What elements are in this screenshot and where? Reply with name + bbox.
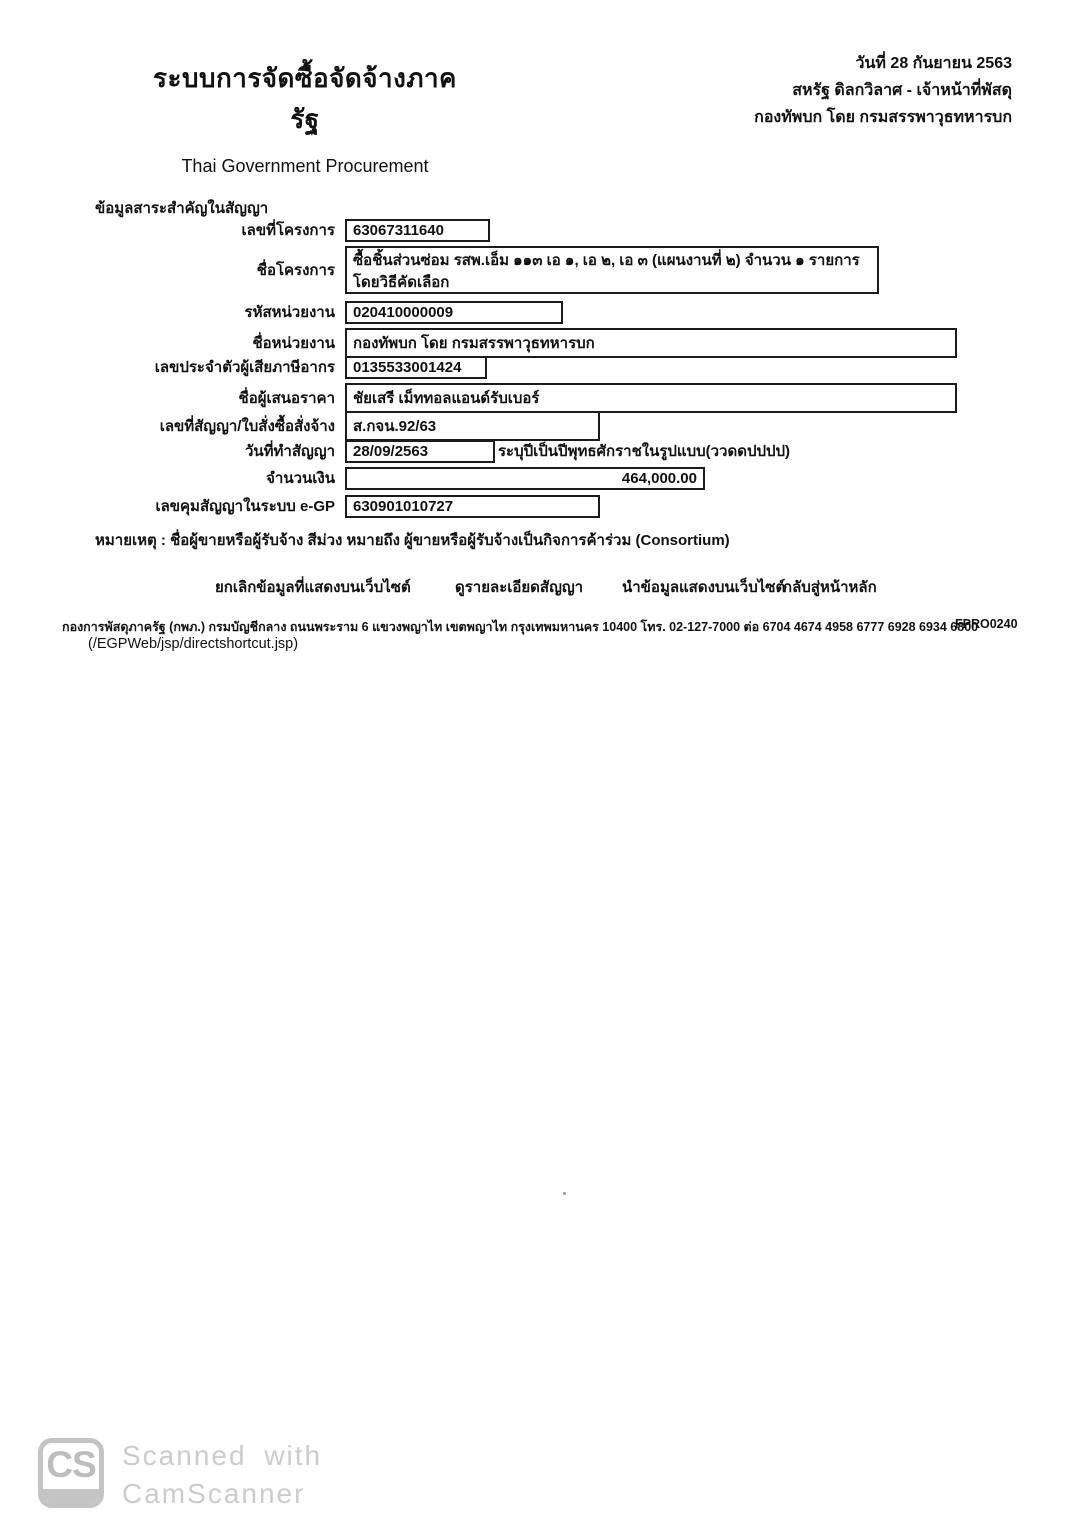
footer-jsp-path: (/EGPWeb/jsp/directshortcut.jsp): [88, 636, 299, 652]
department-code-label: รหัสหน่วยงาน: [244, 304, 335, 321]
field-row-project-number: [95, 218, 490, 242]
contract-date-input[interactable]: 28/09/2563: [345, 440, 495, 463]
organization-name: กองทัพบก โดย กรมสรรพาวุธทหารบก: [754, 109, 1012, 126]
camscanner-logo-band: [43, 1489, 99, 1503]
field-row-department-code: [95, 300, 563, 324]
field-row-egp-control-number: [95, 494, 600, 518]
contract-number-input[interactable]: ส.กจน.92/63: [345, 411, 600, 441]
egp-control-number-input[interactable]: 630901010727: [345, 495, 600, 518]
field-row-contract-number: [95, 411, 600, 441]
bidder-name-input[interactable]: ชัยเสรี เม็ททอลแอนด์รับเบอร์: [345, 383, 957, 413]
project-name-input[interactable]: ซื้อชิ้นส่วนซ่อม รสพ.เอ็ม ๑๑๓ เอ ๑, เอ ๒, เอ ๓ (แผนงานที่ ๒) จำนวน ๑ รายการ โดยวิธีคัดเลือก: [345, 246, 879, 294]
watermark-line2: CamScanner: [122, 1478, 306, 1509]
project-number-label: เลขที่โครงการ: [241, 222, 335, 239]
egp-control-number-label: เลขคุมสัญญาในระบบ e-GP: [155, 498, 335, 515]
consortium-note: หมายเหตุ : ชื่อผู้ขายหรือผู้รับจ้าง สีม่วง หมายถึง ผู้ขายหรือผู้รับจ้างเป็นกิจการค้าร่วม (Consortium): [95, 532, 730, 549]
camscanner-watermark: [122, 1437, 322, 1513]
contract-date-format-hint: ระบุปีเป็นปีพุทธศักราชในรูปแบบ(ววดดปปปป): [498, 443, 791, 460]
project-name-label: ชื่อโครงการ: [256, 262, 335, 279]
back-home-link[interactable]: กลับสู่หน้าหลัก: [783, 579, 877, 596]
taxpayer-id-label: เลขประจำตัวผู้เสียภาษีอากร: [154, 359, 335, 376]
officer-name: สหรัฐ ดิลกวิลาศ - เจ้าหน้าที่พัสดุ: [792, 82, 1012, 99]
footer-address-line: กองการพัสดุภาครัฐ (กพภ.) กรมบัญชีกลาง ถนนพระราม 6 แขวงพญาไท เขตพญาไท กรุงเทพมหานคร 10400 โทร. 02-127-7000 ต่อ 6704 4674 4958 6777 6928 6934 6800: [62, 620, 979, 634]
department-name-input[interactable]: กองทัพบก โดย กรมสรรพาวุธทหารบก: [345, 328, 957, 358]
form-code: FPRO0240: [955, 617, 1018, 631]
document-date: วันที่ 28 กันยายน 2563: [855, 55, 1012, 72]
department-name-label: ชื่อหน่วยงาน: [252, 335, 335, 352]
cancel-publish-link[interactable]: ยกเลิกข้อมูลที่แสดงบนเว็บไซต์: [215, 579, 411, 596]
bidder-name-label: ชื่อผู้เสนอราคา: [238, 390, 335, 407]
amount-label: จำนวนเงิน: [266, 470, 335, 487]
field-row-taxpayer-id: [95, 355, 487, 379]
contract-number-label: เลขที่สัญญา/ใบสั่งซื้อสั่งจ้าง: [159, 418, 335, 435]
contract-detail-link[interactable]: ดูรายละเอียดสัญญา: [455, 579, 584, 596]
camscanner-logo-icon: [38, 1438, 104, 1508]
taxpayer-id-input[interactable]: 0135533001424: [345, 356, 487, 379]
field-row-contract-date: [95, 439, 790, 463]
camscanner-logo-text: CS: [46, 1444, 96, 1485]
watermark-line1: Scanned with: [122, 1440, 323, 1471]
project-number-input[interactable]: 63067311640: [345, 219, 490, 242]
field-row-amount: [95, 466, 705, 490]
department-code-input[interactable]: 020410000009: [345, 301, 563, 324]
field-row-bidder-name: [95, 383, 957, 413]
app-title-thai: ระบบการจัดซื้อจัดจ้างภาครัฐ: [153, 63, 457, 134]
field-row-department-name: [95, 328, 957, 358]
section-title: ข้อมูลสาระสำคัญในสัญญา: [95, 200, 269, 217]
header-meta: [754, 50, 1012, 131]
scan-artifact-dot: [563, 1192, 566, 1195]
publish-website-link[interactable]: นำข้อมูลแสดงบนเว็บไซต์: [622, 579, 786, 596]
contract-date-label: วันที่ทำสัญญา: [244, 443, 335, 460]
app-title-english: Thai Government Procurement: [181, 156, 429, 176]
header-brand: [150, 58, 460, 177]
field-row-project-name: [95, 246, 879, 294]
amount-input[interactable]: 464,000.00: [345, 467, 705, 490]
